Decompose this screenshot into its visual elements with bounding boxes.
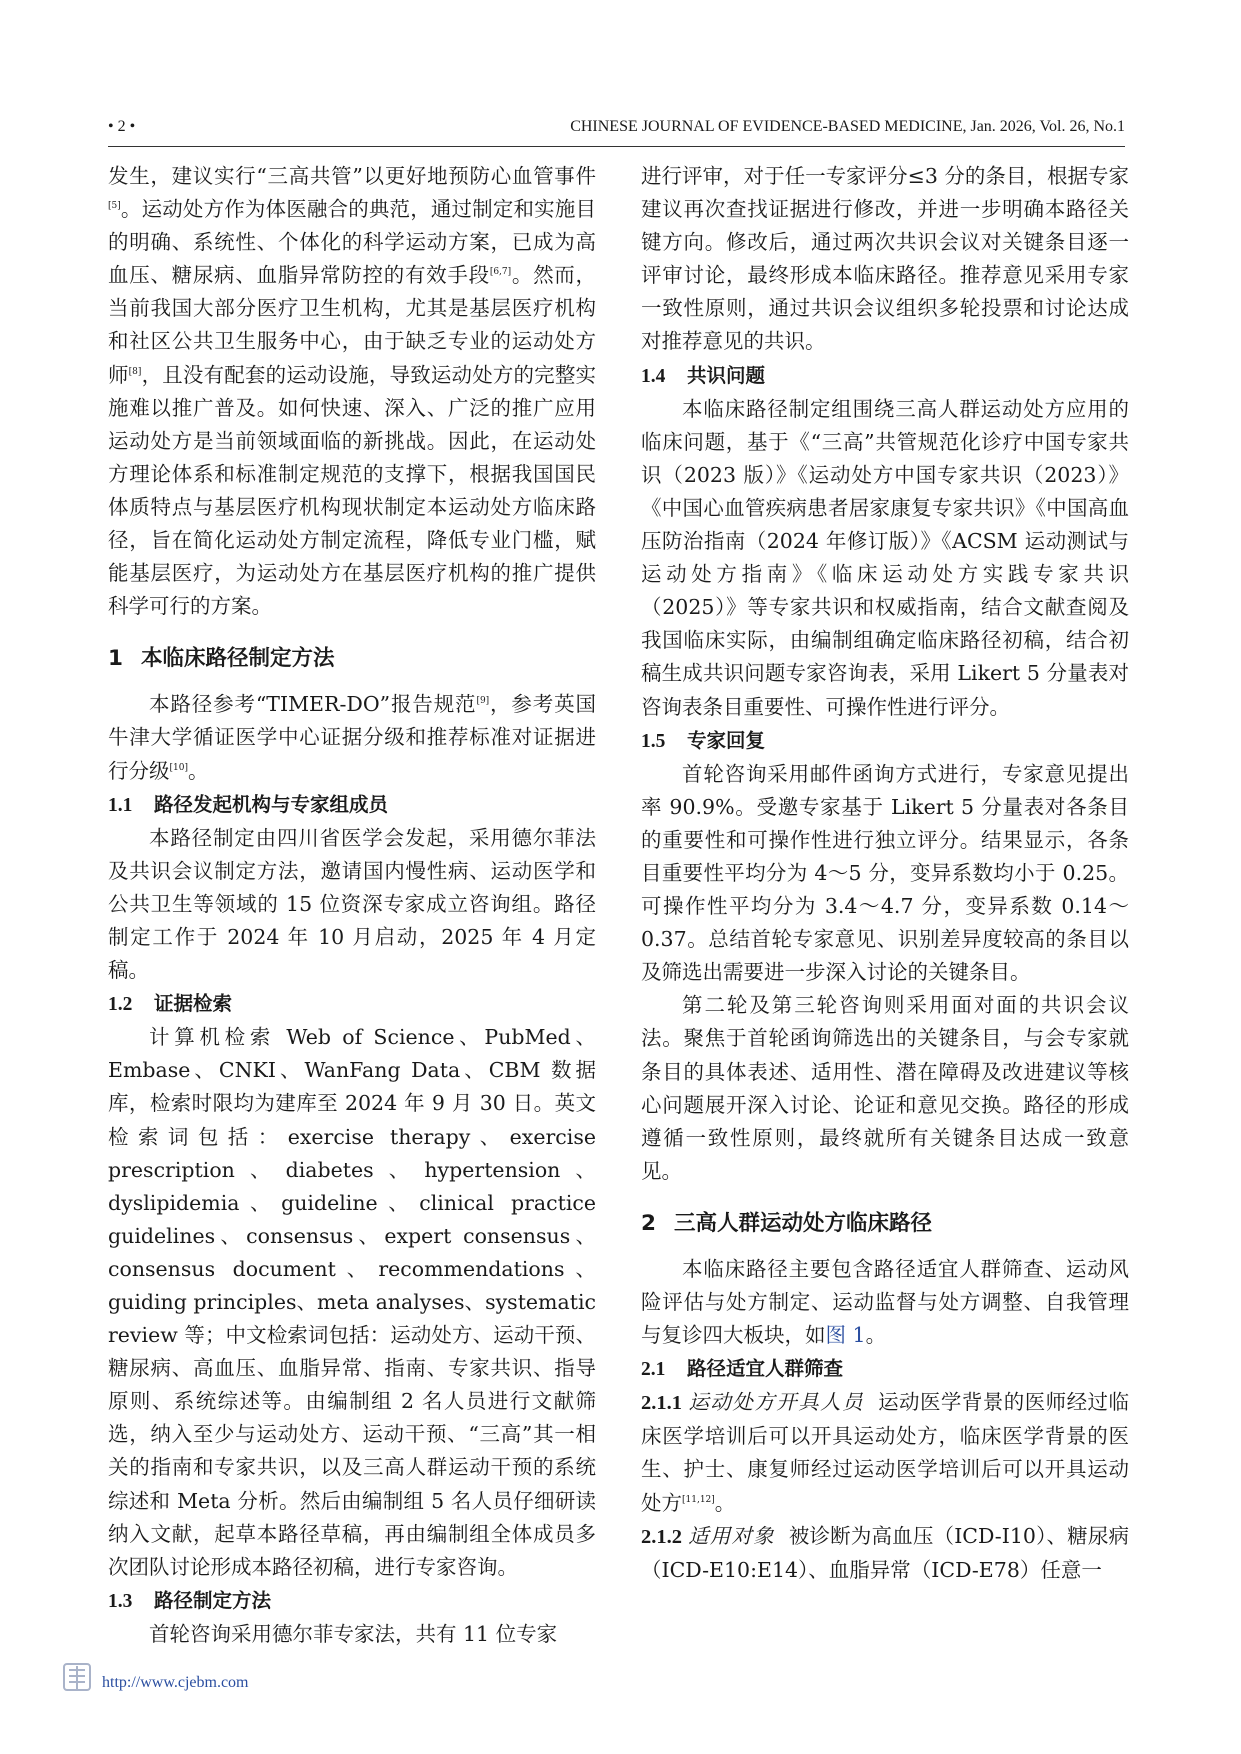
paragraph-later-rounds: 第二轮及第三轮咨询则采用面对面的共识会议法。聚焦于首轮函询筛选出的关键条目，与会专家就条目的具体表述、适用性、潜在障碍及改进建议等核心问题展开深入讨论、论证和意见交换。路径的形成遵循一致性原则，最终就所有关键条目达成一致意见。 [641,993,1129,1183]
page-number: • 2 • [108,118,136,135]
citation[interactable]: [5] [108,201,121,212]
citation[interactable]: [10] [169,762,188,773]
right-column [641,160,1129,1587]
paragraph-search: 计算机检索 Web of Science、PubMed、Embase、CNKI、WanFang Data、CBM 数据库，检索时限均为建库至 2024 年 9 月 30 日。英文检索词包括：exercise therapy、exercise prescription、diabetes、hypertension、dyslipidemia、guideline、clinical practice guidelines、consensus、expert consensus、consensus document、recommendations、guiding principles、meta analyses、systematic review 等；中文检索词包括：运动处方、运动干预、糖尿病、高血压、血脂异常、指南、专家共识、指导原则、系统综述等。由编制组 2 名人员进行文献筛选，纳入至少与运动处方、运动干预、“三高”其一相关的指南和专家共识，以及三高人群运动干预的系统综述和 Meta 分析。然后由编制组 5 名人员仔细研读纳入文献，起草本路径草稿，再由编制组全体成员多次团队讨论形成本路径初稿，进行专家咨询。 [108,1025,596,1579]
paragraph-experts: 本路径制定由四川省医学会发起，采用德尔菲法及共识会议制定方法，邀请国内慢性病、运动医学和公共卫生等领域的 15 位资深专家成立咨询组。路径制定工作于 2024 年 10 月启动，2025 年 4 月定稿。 [108,825,596,983]
citation[interactable]: [9] [476,696,490,707]
page-header [108,118,1125,142]
paragraph-review: 进行评审，对于任一专家评分≤3 分的条目，根据专家建议再次查找证据进行修改，并进一步明确本路径关键方向。修改后，通过两次共识会议对关键条目逐一评审讨论，最终形成本临床路径。推荐意见采用专家一致性原则，通过共识会议组织多轮投票和讨论达成对推荐意见的共识。 [641,164,1129,354]
figure-link[interactable]: 图 1 [825,1323,866,1348]
paragraph-intro: 发生，建议实行“三高共管”以更好地预防心血管事件[5]。运动处方作为体医融合的典范，通过制定和实施目的明确、系统性、个体化的科学运动方案，已成为高血压、糖尿病、血脂异常防控的有效手段[6,7]。然而，当前我国大部分医疗卫生机构，尤其是基层医疗机构和社区公共卫生服务中心，由于缺乏专业的运动处方师[8]，且没有配套的运动设施，导致运动处方的完整实施难以推广普及。如何快速、深入、广泛的推广应用运动处方是当前领域面临的新挑战。因此，在运动处方理论体系和标准制定规范的支撑下，根据我国国民体质特点与基层医疗机构现状制定本运动处方临床路径，旨在简化运动处方制定流程，降低专业门槛，赋能基层医疗，为运动处方在基层医疗机构的推广提供科学可行的方案。 [108,164,597,619]
paragraph-first-round: 首轮咨询采用邮件函询方式进行，专家意见提出率 90.9%。受邀专家基于 Likert 5 分量表对各条目的重要性和可操作性进行独立评分。结果显示，各条目重要性平均分为 4～5 分，变异系数均小于 0.25。可操作性平均分为 3.4～4.7 分，变异系数 0.14～0.37。总结首轮专家意见、识别差异度较高的条目以及筛选出需要进一步深入讨论的关键条目。 [641,761,1129,985]
header-rule [108,146,1125,147]
citation[interactable]: [6,7] [489,267,512,278]
left-column [108,160,596,1651]
section-heading-1: 1 本临床路径制定方法 [108,646,335,672]
citation[interactable]: [8] [128,366,142,377]
subsection-heading-1-3: 1.3 路径制定方法 [108,1588,272,1612]
paragraph-prescribers: 2.1.1 运动处方开具人员 运动医学背景的医师经过临床医学培训后可以开具运动处方，临床医学背景的医生、护士、康复师经过运动医学培训后可以开具运动处方[11,12]。 [641,1390,1130,1515]
paragraph-overview: 本临床路径主要包含路径适宜人群筛查、运动风险评估与处方制定、运动监督与处方调整、自我管理与复诊四大板块，如图 1。 [641,1256,1129,1348]
journal-logo-icon [60,1660,94,1694]
section-heading-2: 2 三高人群运动处方临床路径 [641,1210,933,1236]
paragraph-target-population: 2.1.2 适用对象 被诊断为高血压（ICD-I10）、糖尿病（ICD-E10:E14）、血脂异常（ICD-E78）任意一 [641,1523,1129,1582]
journal-url[interactable]: http://www.cjebm.com [102,1674,249,1691]
journal-running-title: CHINESE JOURNAL OF EVIDENCE-BASED MEDICINE, Jan. 2026, Vol. 26, No.1 [570,118,1125,135]
paragraph-delphi: 首轮咨询采用德尔菲专家法，共有 11 位专家 [149,1621,558,1646]
citation[interactable]: [11,12] [682,1494,715,1505]
paragraph-method: 本路径参考“TIMER-DO”报告规范[9]，参考英国牛津大学循证医学中心证据分级和推荐标准对证据进行分级[10]。 [108,692,597,783]
subsection-heading-1-5: 1.5 专家回复 [641,728,766,752]
subsection-heading-1-1: 1.1 路径发起机构与专家组成员 [108,792,389,816]
subsection-heading-1-2: 1.2 证据检索 [108,992,233,1016]
paragraph-questions: 本临床路径制定组围绕三高人群运动处方应用的临床问题，基于《“三高”共管规范化诊疗中国专家共识（2023 版）》《运动处方中国专家共识（2023）》《中国心血管疾病患者居家康复专家共识》《中国高血压防治指南（2024 年修订版）》《ACSM 运动测试与运动处方指南》《临床运动处方实践专家共识（2025）》等专家共识和权威指南，结合文献查阅及我国临床实际，由编制组确定临床路径初稿，结合初稿生成共识问题专家咨询表，采用 Likert 5 分量表对咨询表条目重要性、可操作性进行评分。 [641,396,1129,719]
subsection-heading-1-4: 1.4 共识问题 [641,363,766,387]
subsection-heading-2-1: 2.1 路径适宜人群筛查 [641,1357,844,1381]
